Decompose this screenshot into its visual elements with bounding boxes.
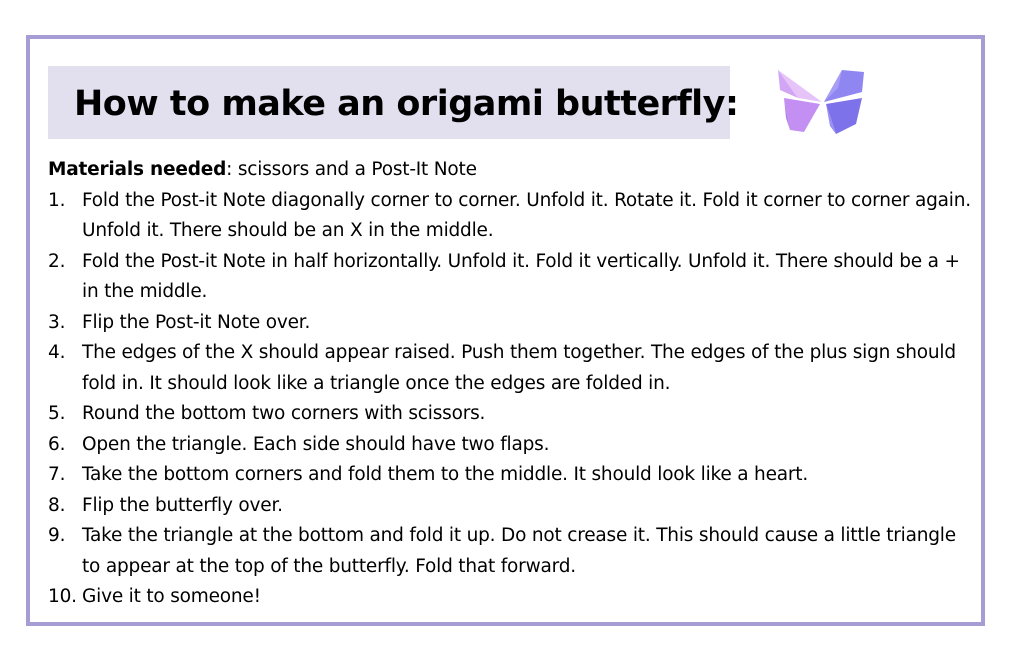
step-text: Open the triangle. Each side should have two flaps. (82, 433, 550, 455)
instructions-body (48, 155, 978, 613)
list-item (48, 186, 978, 247)
step-number: 6. (48, 433, 66, 455)
list-item (48, 247, 978, 308)
list-item (48, 338, 978, 399)
step-number: 9. (48, 525, 66, 546)
step-text: Round the bottom two corners with scissors. (82, 403, 486, 424)
list-item (48, 308, 978, 339)
step-text: Give it to someone! (82, 586, 261, 607)
step-text: Flip the butterfly over. (82, 494, 283, 516)
step-number: 4. (48, 342, 66, 363)
steps-list (48, 186, 978, 613)
list-item (48, 582, 978, 613)
step-number: 5. (48, 403, 66, 424)
list-item (48, 521, 978, 582)
materials-label: Materials needed (48, 159, 227, 180)
page-title: How to make an origami butterfly: (74, 84, 739, 124)
list-item (48, 491, 978, 522)
materials-line (48, 155, 978, 186)
step-number: 8. (48, 494, 66, 516)
step-text: Fold the Post-it Note in half horizontally. Unfold it. Fold it vertically. Unfold it. There should be a + in the middle. (82, 250, 960, 302)
list-item (48, 399, 978, 430)
step-text: Flip the Post-it Note over. (82, 311, 311, 333)
step-text: Take the triangle at the bottom and fold it up. Do not crease it. This should cause a little triangle to appear at the top of the butterfly. Fold that forward. (82, 525, 956, 577)
list-item (48, 460, 978, 491)
step-text: Take the bottom corners and fold them to the middle. It should look like a heart. (82, 464, 809, 485)
step-number: 3. (48, 311, 66, 333)
step-text: Fold the Post-it Note diagonally corner to corner. Unfold it. Rotate it. Fold it corner to corner again. Unfold it. There should be an X in the middle. (82, 189, 971, 241)
list-item (48, 430, 978, 461)
step-text: The edges of the X should appear raised. Push them together. The edges of the plus sign should fold in. It should look like a triangle once the edges are folded in. (82, 342, 956, 394)
step-number: 2. (48, 250, 66, 272)
origami-butterfly-icon (776, 68, 868, 138)
step-number: 10. (48, 586, 77, 607)
step-number: 1. (48, 189, 66, 211)
materials-value: : scissors and a Post-It Note (226, 159, 477, 180)
step-number: 7. (48, 464, 66, 485)
